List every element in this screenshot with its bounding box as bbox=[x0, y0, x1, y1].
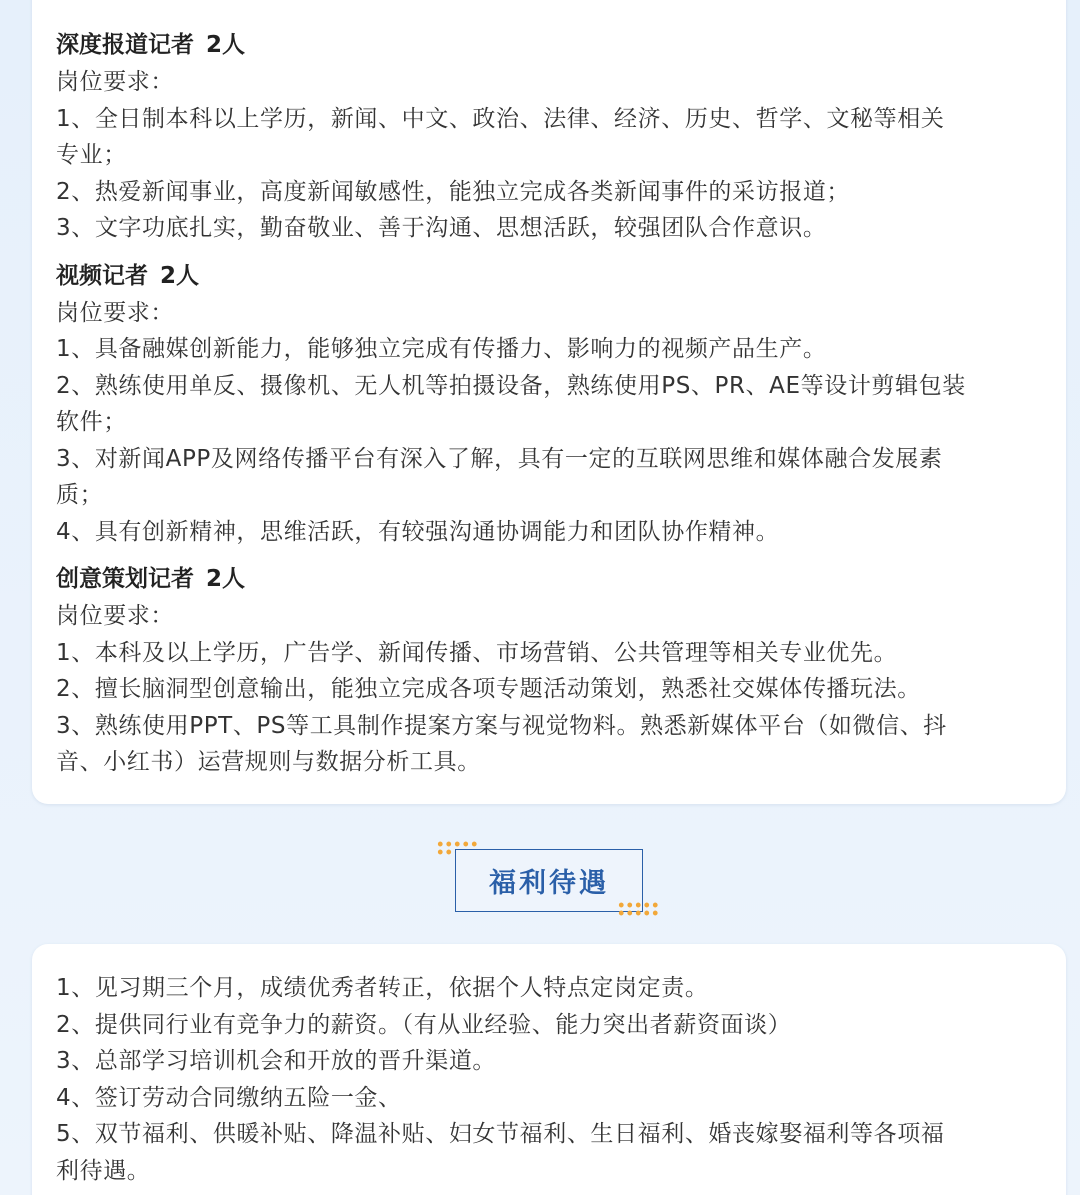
requirement-line: 2、擅长脑洞型创意输出，能独立完成各项专题活动策划，熟悉社交媒体传播玩法。 bbox=[56, 676, 921, 702]
benefits-section-heading bbox=[455, 849, 643, 912]
job-creative-planner bbox=[56, 562, 1042, 781]
job-requirements-card bbox=[32, 0, 1066, 804]
job-video-reporter bbox=[56, 259, 1042, 551]
requirement-line: 1、本科及以上学历，广告学、新闻传播、市场营销、公共管理等相关专业优先。 bbox=[56, 639, 898, 666]
job-count: 2人 bbox=[206, 566, 246, 592]
job-title-text: 深度报道记者 bbox=[56, 32, 194, 58]
requirement-line: 软件； bbox=[56, 409, 127, 435]
requirement-line: 质； bbox=[56, 482, 104, 508]
requirements-label: 岗位要求： bbox=[56, 69, 174, 95]
requirement-line: 2、熟练使用单反、摄像机、无人机等拍摄设备，熟练使用PS、PR、AE等设计剪辑包装 bbox=[56, 372, 966, 399]
benefit-line: 2、提供同行业有竞争力的薪资。（有从业经验、能力突出者薪资面谈） bbox=[56, 1011, 792, 1038]
job-deep-reporter bbox=[56, 28, 1042, 247]
job-title bbox=[56, 562, 1042, 598]
requirement-line: 专业； bbox=[56, 142, 127, 168]
job-count: 2人 bbox=[206, 32, 246, 58]
benefit-line: 1、见习期三个月，成绩优秀者转正，依据个人特点定岗定责。 bbox=[56, 975, 709, 1001]
job-title bbox=[56, 28, 1042, 64]
requirement-line: 1、具备融媒创新能力，能够独立完成有传播力、影响力的视频产品生产。 bbox=[56, 336, 827, 362]
requirement-line: 音、小红书）运营规则与数据分析工具。 bbox=[56, 749, 481, 775]
benefit-line: 3、总部学习培训机会和开放的晋升渠道。 bbox=[56, 1048, 497, 1074]
job-count: 2人 bbox=[160, 262, 200, 289]
requirement-line: 3、文字功底扎实，勤奋敬业、善于沟通、思想活跃，较强团队合作意识。 bbox=[56, 215, 827, 241]
job-title-text: 创意策划记者 bbox=[56, 566, 194, 592]
requirement-line: 3、对新闻APP及网络传播平台有深入了解，具有一定的互联网思维和媒体融合发展素 bbox=[56, 445, 943, 472]
job-title bbox=[56, 259, 1042, 295]
decorative-dots-icon bbox=[617, 901, 661, 917]
requirements-label: 岗位要求： bbox=[56, 603, 174, 629]
benefits-heading-text: 福利待遇 bbox=[489, 868, 609, 899]
requirement-line: 2、热爱新闻事业，高度新闻敏感性，能独立完成各类新闻事件的采访报道； bbox=[56, 178, 851, 205]
benefit-line: 5、双节福利、供暖补贴、降温补贴、妇女节福利、生日福利、婚丧嫁娶福利等各项福 bbox=[56, 1121, 945, 1147]
benefit-line: 4、签订劳动合同缴纳五险一金、 bbox=[56, 1084, 402, 1111]
requirement-line: 4、具有创新精神，思维活跃，有较强沟通协调能力和团队协作精神。 bbox=[56, 518, 780, 545]
requirement-line: 1、全日制本科以上学历，新闻、中文、政治、法律、经济、历史、哲学、文秘等相关 bbox=[56, 105, 945, 132]
benefit-line: 利待遇。 bbox=[56, 1157, 151, 1184]
job-title-text: 视频记者 bbox=[56, 262, 148, 289]
requirements-label: 岗位要求： bbox=[56, 299, 174, 326]
benefits-card bbox=[32, 944, 1066, 1195]
requirement-line: 3、熟练使用PPT、PS等工具制作提案方案与视觉物料。熟悉新媒体平台（如微信、抖 bbox=[56, 712, 947, 739]
